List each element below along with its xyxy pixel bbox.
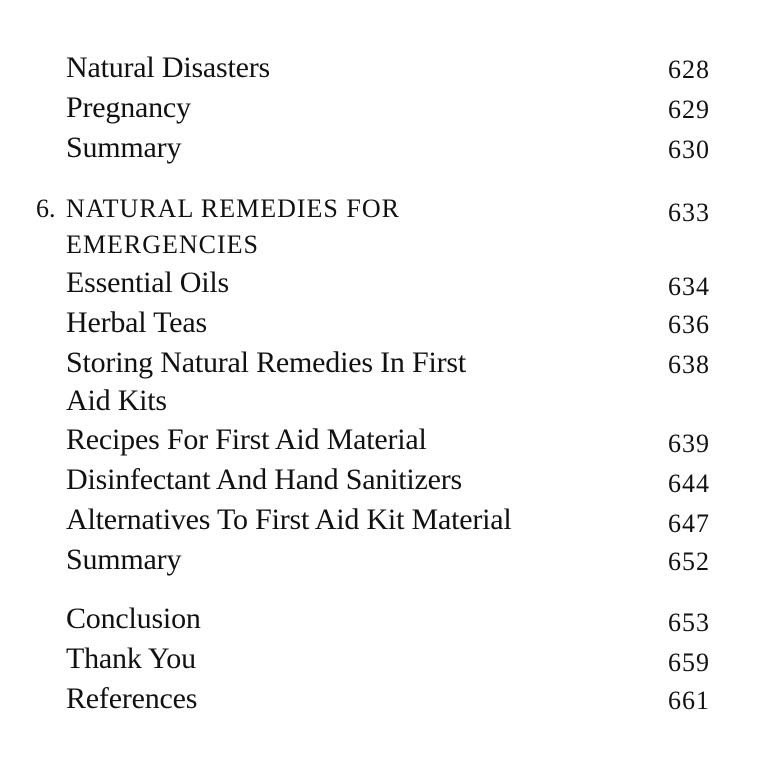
toc-entry-title: Alternatives To First Aid Kit Material bbox=[66, 503, 512, 536]
toc-entry-page: 634 bbox=[668, 272, 710, 301]
toc-entry-page: 628 bbox=[668, 55, 710, 84]
toc-entry-page: 661 bbox=[668, 686, 710, 715]
toc-entry-page: 647 bbox=[668, 509, 710, 538]
chapter-number: 6. bbox=[36, 194, 56, 223]
toc-entry-page: 639 bbox=[668, 429, 710, 458]
toc-entry-title: Summary bbox=[66, 131, 182, 164]
toc-entry-page: 653 bbox=[668, 608, 710, 637]
toc-entry-page: 633 bbox=[668, 198, 710, 227]
toc-entry-page: 652 bbox=[668, 547, 710, 576]
toc-entry-title: Summary bbox=[66, 543, 182, 576]
toc-entry-title: Conclusion bbox=[66, 602, 201, 635]
toc-entry-title: References bbox=[66, 682, 198, 715]
toc-entry-page: 629 bbox=[668, 95, 710, 124]
chapter-title-line-2: EMERGENCIES bbox=[66, 230, 259, 259]
toc-entry-title: Herbal Teas bbox=[66, 306, 207, 339]
toc-entry-page: 636 bbox=[668, 310, 710, 339]
toc-entry-title: Pregnancy bbox=[66, 91, 191, 124]
toc-entry-title: Thank You bbox=[66, 642, 196, 675]
toc-entry-page: 659 bbox=[668, 648, 710, 677]
chapter-title-line-1: NATURAL REMEDIES FOR bbox=[66, 194, 400, 223]
toc-entry-page: 644 bbox=[668, 469, 710, 498]
toc-entry-title: Disinfectant And Hand Sanitizers bbox=[66, 463, 463, 496]
toc-entry-title: Natural Disasters bbox=[66, 51, 271, 84]
toc-entry-title: Essential Oils bbox=[66, 266, 230, 299]
toc-entry-page: 638 bbox=[668, 350, 710, 379]
toc-entry-page: 630 bbox=[668, 135, 710, 164]
toc-entry-title-line-1: Storing Natural Remedies In First bbox=[66, 346, 467, 379]
toc-entry-title: Recipes For First Aid Material bbox=[66, 423, 427, 456]
toc-entry-title-line-2: Aid Kits bbox=[66, 384, 167, 417]
